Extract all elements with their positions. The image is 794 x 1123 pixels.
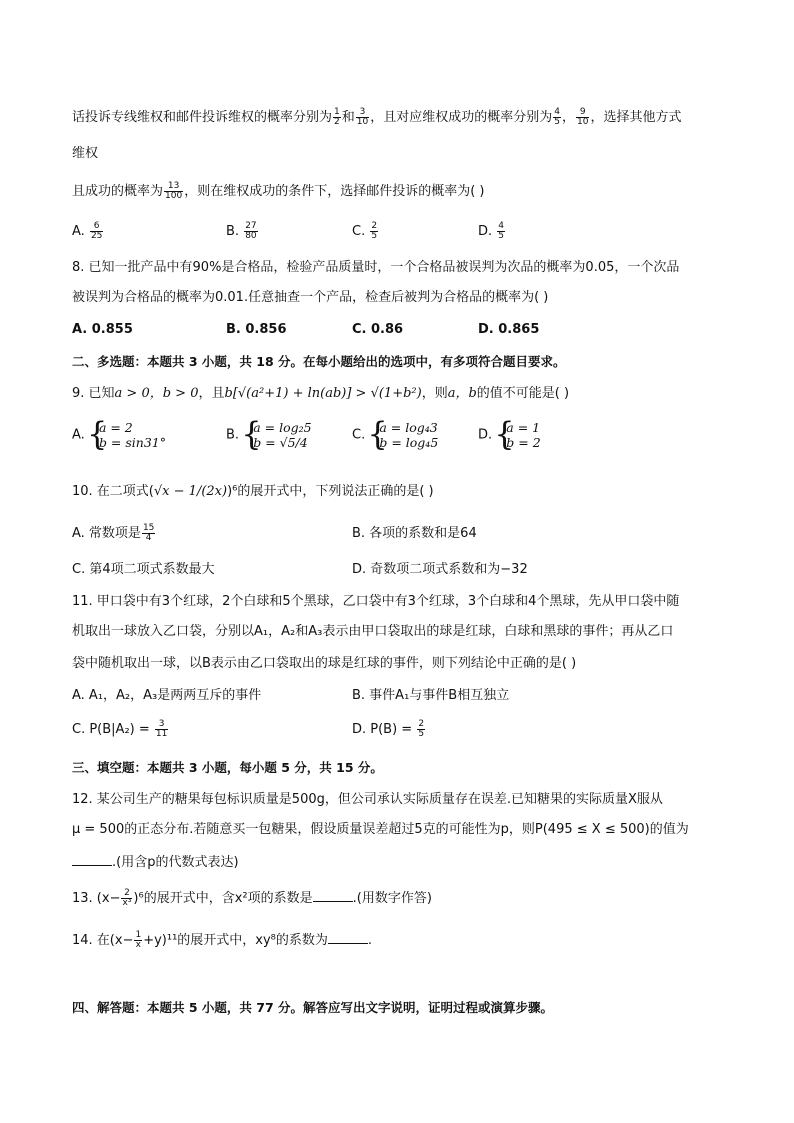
fraction: $\frac{9}{10}$ — [576, 107, 589, 127]
fraction: $\frac{3}{10}$ — [356, 107, 369, 127]
answer-blank[interactable] — [313, 888, 353, 902]
fraction: $\frac{4}{5}$ — [554, 107, 560, 127]
q11-line3: 袋中随机取出一球，以B表示由乙口袋取出的球是红球的事件，则下列结论中正确的是( ) — [72, 656, 577, 671]
q8-option-c: C. 0.86 — [352, 322, 404, 337]
q7-option-a: A. $\frac{6}{25}$ — [72, 221, 103, 241]
q12-line1: 12. 某公司生产的糖果每包标识质量是500g，但公司承认实际质量存在误差.已知糖果的实际质量X服从 — [72, 792, 663, 807]
q11-option-a: A. A₁，A₂，A₃是两两互斥的事件 — [72, 688, 262, 703]
q11-line2: 机取出一球放入乙口袋，分别以A₁，A₂和A₃表示由甲口袋取出的球是红球，白球和黑球的事件；再从乙口 — [72, 624, 674, 639]
q7-line1 — [72, 108, 724, 128]
q10-option-a: A. 常数项是 $\frac{15}{4}$ — [72, 523, 155, 543]
section-2-heading: 二、多选题：本题共 3 小题，共 18 分。在每小题给出的选项中，有多项符合题目要求。 — [72, 354, 566, 369]
q13-stem: 13. (x− $\frac{2}{\text{x³}}$ )⁶的展开式中，含x²项的系数是 .(用数字作答) — [72, 888, 432, 908]
q10-option-d: D. 奇数项二项式系数和为−32 — [352, 562, 528, 577]
q7-text: 且成功的概率为 — [72, 184, 164, 199]
q7-text: 和 — [341, 110, 355, 125]
q7-text: ，则在维权成功的条件下，选择邮件投诉的概率为( ) — [184, 184, 485, 199]
q11-option-d: D. P(B) = $\frac{2}{5}$ — [352, 719, 425, 739]
q9-option-a: A. { a = 2 b = sin31° — [72, 420, 166, 450]
q7-text: ，且对应维权成功的概率分别为 — [370, 110, 553, 125]
q9-option-b: B. { a = log₂5 b = √5/4 — [226, 420, 312, 450]
q11-line1: 11. 甲口袋中有3个红球，2个白球和5个黑球，乙口袋中有3个红球，3个白球和4个黑球，先从甲口袋中随 — [72, 594, 680, 609]
q10-stem: 10. 在二项式(√x − 1/(2x))⁶的展开式中，下列说法正确的是( ) — [72, 484, 434, 499]
q14-stem: 14. 在(x− $\frac{1}{x}$ +y)¹¹的展开式中，xy⁸的系数为 . — [72, 930, 373, 950]
q10-option-b: B. 各项的系数和是64 — [352, 526, 477, 541]
q9-stem: 9. 已知a > 0，b > 0，且b[√(a²+1) + ln(ab)] > √(1+b²)，则a，b的值不可能是( ) — [72, 386, 570, 401]
q8-line1: 8. 已知一批产品中有90%是合格品，检验产品质量时，一个合格品被误判为次品的概率为0.05，一个次品 — [72, 260, 680, 275]
q9-option-d: D. { a = 1 b = 2 — [478, 420, 541, 450]
q8-option-d: D. 0.865 — [478, 322, 540, 337]
q11-option-b: B. 事件A₁与事件B相互独立 — [352, 688, 510, 703]
fraction: $\frac{1}{2}$ — [334, 107, 340, 127]
q7-text: ，选择其他方式 — [590, 110, 682, 125]
q8-option-a: A. 0.855 — [72, 322, 133, 337]
q8-line2: 被误判为合格品的概率为0.01.任意抽查一个产品，检查后被判为合格品的概率为( ) — [72, 290, 549, 305]
answer-blank[interactable] — [72, 852, 112, 866]
answer-blank[interactable] — [328, 930, 368, 944]
q7-text: 话投诉专线维权和邮件投诉维权的概率分别为 — [72, 110, 333, 125]
section-3-heading: 三、填空题：本题共 3 小题，每小题 5 分，共 15 分。 — [72, 760, 383, 775]
q11-option-c: C. P(B|A₂) = $\frac{3}{11}$ — [72, 719, 168, 739]
q8-option-b: B. 0.856 — [226, 322, 287, 337]
q7-option-c: C. $\frac{2}{5}$ — [352, 221, 378, 241]
q9-option-c: C. { a = log₄3 b = log₄5 — [352, 420, 438, 450]
q10-option-c: C. 第4项二项式系数最大 — [72, 562, 215, 577]
section-4-heading: 四、解答题：本题共 5 小题，共 77 分。解答应写出文字说明，证明过程或演算步骤。 — [72, 1000, 554, 1015]
q7-option-d: D. $\frac{4}{5}$ — [478, 221, 505, 241]
q12-line3: .(用含p的代数式表达) — [72, 852, 724, 873]
q12-line2: μ = 500的正态分布.若随意买一包糖果，假设质量误差超过5克的可能性为p，则P(495 ≤ X ≤ 500)的值为 — [72, 822, 689, 837]
q7-line3 — [72, 182, 724, 202]
fraction: $\frac{13}{100}$ — [165, 181, 183, 201]
q7-option-b: B. $\frac{27}{80}$ — [226, 221, 257, 241]
q7-line2: 维权 — [72, 146, 99, 161]
q7-text: ， — [561, 110, 575, 125]
